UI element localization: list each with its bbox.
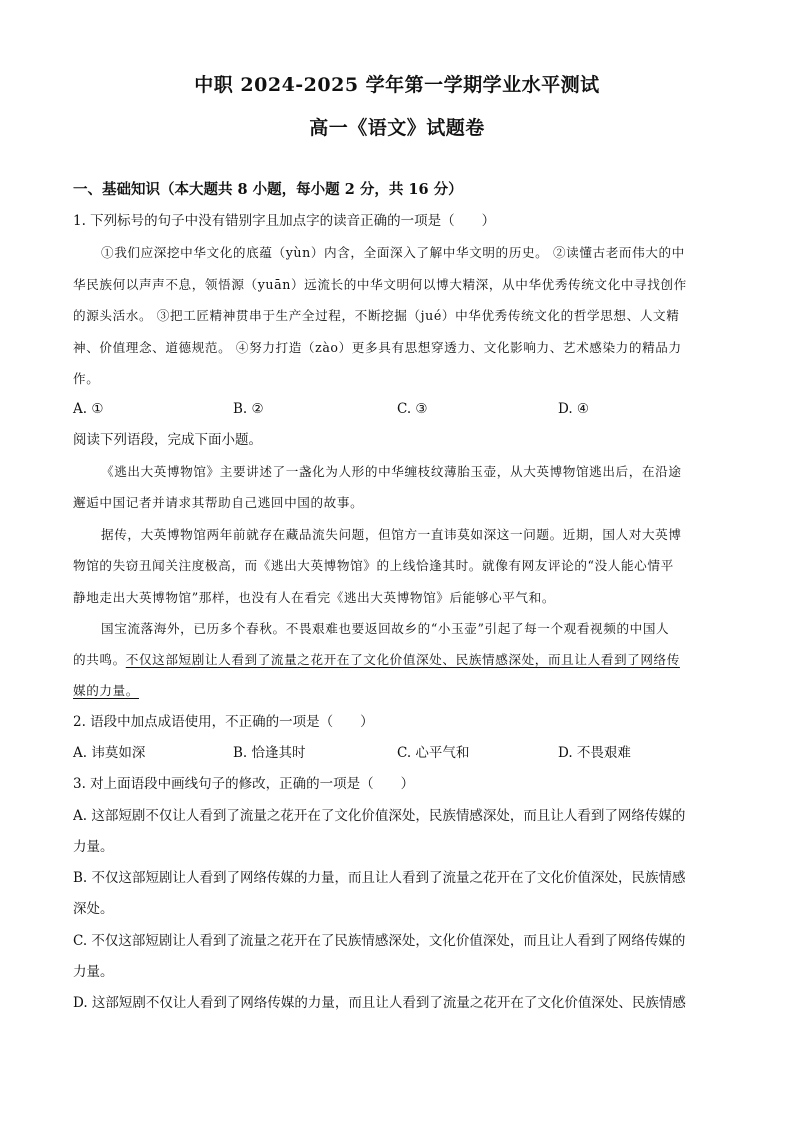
reading-paragraph-line [73,681,723,701]
q2-option-a: A. 讳莫如深 [73,745,146,761]
q1-option-d: D. ④ [558,401,590,417]
question-1-stem: 1. 下列标号的句子中没有错别字且加点字的读音正确的一项是（ ） [73,213,496,229]
q3-option-b: B. 不仅这部短剧让人看到了网络传媒的力量，而且让人看到了流量之花开在了文化价值深处，民族情感 [73,870,686,886]
reading-paragraph-line: 物馆的失窃丑闻关注度极高，而《逃出大英博物馆》的上线恰逢其时。就像有网友评论的“没人能心情平 [73,558,674,573]
q2-option-b: B. 恰逢其时 [233,745,306,761]
q1-option-a: A. ① [73,401,104,417]
reading-intro: 阅读下列语段，完成下面小题。 [73,432,262,448]
q1-passage-line: 的源头活水。 ③把工匠精神贯串于生产全过程，不断挖掘（jué）中华优秀传统文化的哲学思想、人文精 [73,308,680,323]
reading-paragraph-line: 邂逅中国记者并请求其帮助自己逃回中国的故事。 [73,495,364,510]
q3-option-c: C. 不仅这部短剧让人看到了流量之花开在了民族情感深处，文化价值深处，而且让人看到了网络传媒的 [73,933,686,949]
q3-option-a-cont: 力量。 [73,839,114,855]
exam-subtitle: 高一《语文》试题卷 [309,117,485,139]
reading-paragraph-line: 据传，大英博物馆两年前就存在藏品流失问题，但馆方一直讳莫如深这一问题。近期，国人对大英博 [101,527,682,542]
reading-paragraph-line: 国宝流落海外，已历多个春秋。不畏艰难也要返回故乡的“小玉壶”引起了每一个观看视频的中国人 [101,621,670,636]
reading-paragraph-line: 《逃出大英博物馆》主要讲述了一盏化为人形的中华缠枝纹薄胎玉壶，从大英博物馆逃出后，在沿途 [101,464,682,479]
underlined-sentence: 媒的力量。 [73,683,139,698]
underlined-sentence: 不仅这部短剧让人看到了流量之花开在了文化价值深处、民族情感深处，而且让人看到了网络传 [125,652,680,667]
q1-passage-line: 神、价值理念、道德规范。 ④努力打造（zào）更多具有思想穿透力、文化影响力、艺术感染力的精品力 [73,340,682,355]
q3-option-d: D. 这部短剧不仅让人看到了网络传媒的力量，而且让人看到了流量之花开在了文化价值深处、民族情感 [73,995,686,1011]
question-3-stem: 3. 对上面语段中画线句子的修改，正确的一项是（ ） [73,776,415,792]
q2-option-c: C. 心平气和 [397,745,470,761]
q3-option-a: A. 这部短剧不仅让人看到了流量之花开在了文化价值深处，民族情感深处，而且让人看到了网络传媒的 [73,808,686,824]
q1-passage-line: 华民族何以声声不息，领悟源（yuān）远流长的中华文明何以博大精深，从中华优秀传统文化中寻找创作 [73,277,687,292]
question-2-stem: 2. 语段中加点成语使用，不正确的一项是（ ） [73,714,374,730]
q3-option-c-cont: 力量。 [73,964,114,980]
q1-option-b: B. ② [233,401,264,417]
q2-option-d: D. 不畏艰难 [558,745,631,761]
exam-title: 中职 2024-2025 学年第一学期学业水平测试 [194,74,600,96]
section-heading: 一、基础知识（本大题共 8 小题，每小题 2 分，共 16 分） [73,181,463,198]
q1-passage-line: ①我们应深挖中华文化的底蕴（yùn）内含，全面深入了解中华文明的历史。 ②读懂古老而伟大的中 [101,245,685,260]
plain-text: 的共鸣。 [73,652,126,667]
q1-passage-line: 作。 [73,371,100,386]
q1-option-c: C. ③ [397,401,428,417]
q3-option-b-cont: 深处。 [73,901,114,917]
reading-paragraph-line: 静地走出大英博物馆”那样，也没有人在看完《逃出大英博物馆》后能够心平气和。 [73,590,556,605]
reading-paragraph-line [73,650,723,670]
